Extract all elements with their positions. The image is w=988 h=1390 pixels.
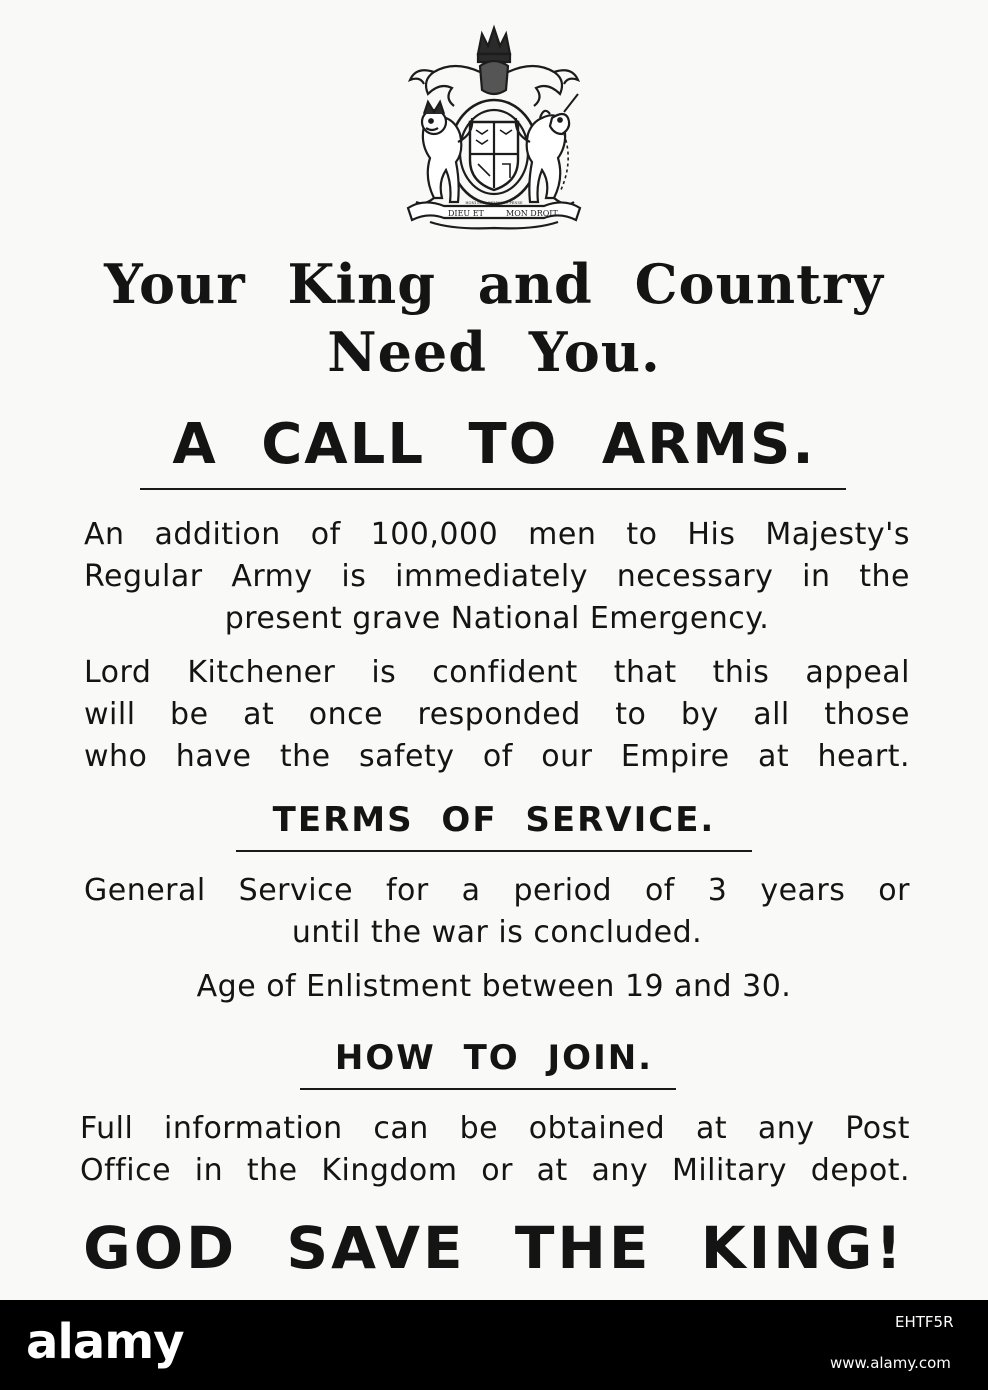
headline [0, 250, 988, 386]
alamy-logo: alamy [26, 1314, 184, 1370]
royal-coat-of-arms-icon [394, 22, 594, 234]
divider [300, 1088, 676, 1090]
paragraph-line: An addition of 100,000 men to His Majesty's [84, 517, 910, 552]
headline-line-1: Your King and Country [104, 252, 884, 316]
paragraph-line: General Service for a period of 3 years or [84, 873, 910, 908]
crest-motto-right: MON DROIT [506, 209, 558, 218]
recruitment-paragraph [84, 514, 910, 640]
paragraph-line: Office in the Kingdom or at any Military depot. [80, 1153, 910, 1188]
site-url: www.alamy.com [830, 1354, 951, 1372]
watermark-footer [0, 1300, 988, 1390]
join-paragraph [80, 1108, 910, 1192]
terms-of-service-heading: TERMS OF SERVICE. [272, 800, 716, 840]
headline-line-2: Need You. [327, 320, 661, 384]
kitchener-paragraph [84, 652, 910, 778]
divider [140, 488, 846, 490]
how-to-join-heading: HOW TO JOIN. [334, 1038, 654, 1078]
divider [236, 850, 752, 852]
crest-garter-text: HONI SOIT QUI MAL Y PENSE [465, 201, 523, 205]
paragraph-line: Full information can be obtained at any Post [80, 1111, 910, 1146]
paragraph-line: until the war is concluded. [291, 915, 703, 950]
paragraph-line: who have the safety of our Empire at heart. [84, 739, 910, 774]
terms-paragraph [84, 870, 910, 954]
crest-motto-left: DIEU ET [448, 209, 484, 218]
paragraph-line: Regular Army is immediately necessary in the [84, 559, 910, 594]
paragraph-line: Lord Kitchener is confident that this appeal [84, 655, 910, 690]
paragraph-line: present grave National Emergency. [224, 601, 770, 636]
age-of-enlistment: Age of Enlistment between 19 and 30. [196, 969, 792, 1004]
call-to-arms-heading: A CALL TO ARMS. [172, 412, 816, 477]
paragraph-line: will be at once responded to by all those [84, 697, 910, 732]
image-id: EHTF5R [895, 1313, 954, 1331]
god-save-the-king: GOD SAVE THE KING! [83, 1214, 905, 1282]
